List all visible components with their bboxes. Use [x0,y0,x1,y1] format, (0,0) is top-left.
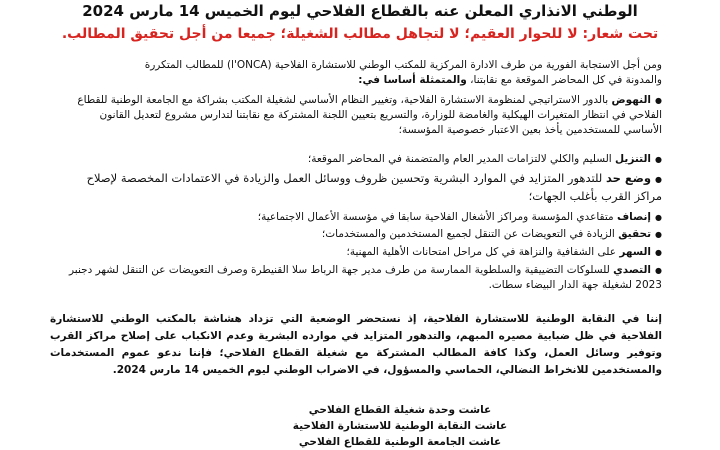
demand-text: للتدهور المتزايد في الموارد البشرية وتحسين ظروف ووسائل العمل والزيادة في الاعتمادات المخصصة لإصلاح مراكز القرب بأغلب الجهات؛ [86,171,662,203]
demand-keyword: السهر [619,246,652,258]
demand-text: السليم والكلي لالتزامات المدير العام والمتضمنة في المحاضر الموقعة؛ [307,153,616,165]
intro-paragraph [52,58,662,88]
signature-line: عاشت الجامعة الوطنية للقطاع الفلاحي [298,436,502,448]
demand-item [58,263,662,293]
demand-text: الزيادة في التعويضات عن التنقل لجميع المستخدمين والمستخدمات؛ [321,228,619,240]
bullet-icon: ● [655,96,662,105]
demand-text: على الشفافية والنزاهة في كل مراحل امتحانات الأهلية المهنية؛ [346,246,620,258]
bullet-icon: ● [655,266,662,275]
demand-text: بالدور الاستراتيجي لمنظومة الاستشارة الفلاحية، وتغيير النظام الأساسي لشغيلة المكتب بشراكة مع الجامعة الوطنية للقطاع الفلاحي في انتظار المتغيرات الهيكلية والغامضة للوزارة، والتسريع بتعيين اللجنة المشتركة مع نقابتنا لتدارس مشروع لتعديل القانون الأساسي للمستخدمين يأخذ بعين الاعتبار خصوصية المؤسسة؛ [77,94,662,136]
demand-item [58,170,662,205]
document-title: الوطني الانذاري المعلن عنه بالقطاع الفلاحي ليوم الخميس 14 مارس 2024 [82,2,638,20]
intro-bold-text: والمتمثلة أساسا في: [358,74,467,86]
closing-paragraph: إننا في النقابة الوطنية للاستشارة الفلاحية، إذ نستحضر الوضعية التي تزداد هشاشة بالمكتب الوطني للاستشارة الفلاحية في ظل ضبابية مصيره المبهم، والتدهور المتزايد في موارده البشرية وعدم الانكباب على إصلاح مراكز القرب وتوفير وسائل العمل، وكذا كافة المطالب المشتركة مع شغيلة القطاع الفلاحي؛ فإننا ندعو عموم المستخدمات والمستخدمين للانخراط النضالي، الحماسي والمسؤول، في الاضراب الوطني ليوم الخميس 14 مارس 2024. [50,313,662,376]
demand-item [58,93,662,138]
bullet-icon: ● [655,230,662,239]
bullet-icon: ● [655,248,662,257]
demand-item [58,210,662,225]
signature-line: عاشت وحدة شغيلة القطاع الفلاحي [308,404,492,416]
demand-text: متقاعدي المؤسسة ومراكز الأشغال الفلاحية سابقا في مؤسسة الأعمال الاجتماعية؛ [257,211,617,223]
demand-keyword: إنصاف [616,211,652,223]
intro-line-2-text: والمدونة في كل المحاضر الموقعة مع نقابتنا، [470,74,662,86]
demand-item [58,152,662,167]
signature-line: عاشت النقابة الوطنية للاستشارة الفلاحية [292,420,508,432]
bullet-icon: ● [655,155,662,164]
document-slogan: تحت شعار: لا للحوار العقيم؛ لا لتجاهل مطالب الشغيلة؛ جميعا من أجل تحقيق المطالب. [61,26,659,42]
demand-keyword: تحقيق [618,228,652,240]
demand-text: للسلوكات التضييقية والسلطوية الممارسة من طرف مدير جهة الرباط سلا القنيطرة وصرف التعويضات عن التنقل لشهر دجنبر 2023 لشغيلة جهة الدار البيضاء سطات. [69,264,662,291]
demand-item [58,245,662,260]
bullet-icon: ● [655,175,662,184]
bullet-icon: ● [655,213,662,222]
demand-keyword: التنزيل [615,153,652,165]
intro-line-2 [52,73,662,88]
demand-item [58,227,662,242]
intro-line-1: ومن أجل الاستجابة الفورية من طرف الادارة المركزية للمكتب الوطني للاستشارة الفلاحية (l'ONCA) للمطالب المتكررة [144,59,662,71]
demand-keyword: وضع حد [605,171,652,185]
demand-keyword: التصدي [613,264,652,276]
demand-keyword: النهوض [611,94,652,106]
